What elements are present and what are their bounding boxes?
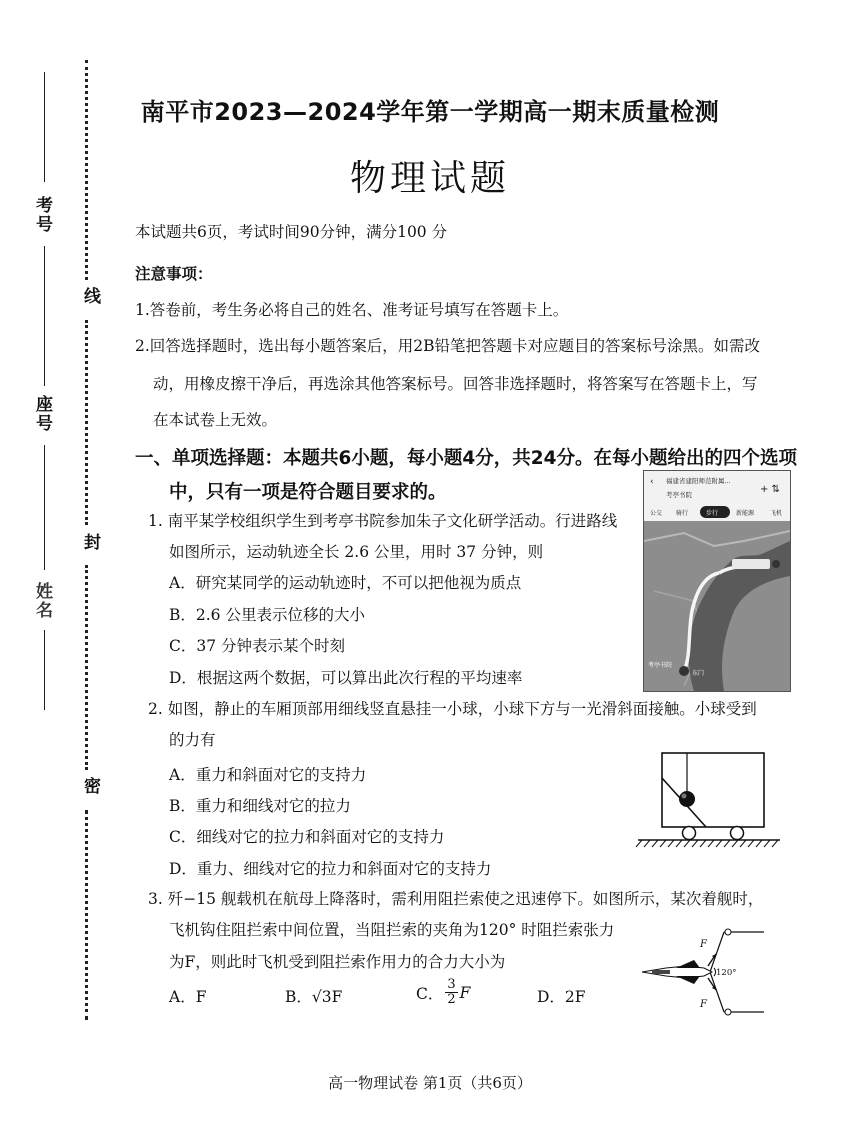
map-back-icon: ‹ bbox=[650, 477, 654, 487]
q2-option-a: A．重力和斜面对它的支持力 bbox=[169, 766, 367, 784]
map-tab-bus: 公交 bbox=[650, 510, 663, 517]
exam-info: 本试题共6页，考试时间90分钟，满分100 分 bbox=[135, 223, 448, 241]
q3-option-c-denominator: 2 bbox=[447, 992, 456, 1007]
q3-option-c-fraction bbox=[445, 978, 457, 1007]
page-footer: 高一物理试卷 第1页（共6页） bbox=[328, 1074, 532, 1092]
q3-option-b: B．√3F bbox=[285, 988, 343, 1006]
q3-option-d: D．2F bbox=[537, 988, 586, 1006]
seal-dotted-line bbox=[85, 810, 88, 1020]
q1-map-graphic bbox=[644, 471, 790, 691]
q3-stem-a: 3. 歼−15 舰载机在航母上降落时，需利用阻拦索使之迅速停下。如图所示，某次着舰时， bbox=[148, 890, 764, 908]
q3-stem-b: 飞机钩住阻拦索中间位置，当阻拦索的夹角为120° 时阻拦索张力 bbox=[169, 921, 615, 939]
q3-option-c-prefix: C． bbox=[416, 984, 444, 1003]
q1-option-c: C．37 分钟表示某个时刻 bbox=[169, 637, 346, 655]
q3-option-c-variable: F bbox=[459, 983, 471, 1002]
map-tab-ev: 新能源 bbox=[736, 510, 755, 517]
q2-carriage-figure bbox=[634, 748, 784, 850]
section1-heading-line1: 一、单项选择题：本题共6小题，每小题4分，共24分。在每小题给出的四个选项 bbox=[135, 448, 797, 469]
seal-mi: 密 bbox=[80, 777, 100, 796]
margin-rule bbox=[44, 246, 45, 386]
q3-option-c bbox=[416, 978, 470, 1007]
margin-zuohao: 座号 bbox=[32, 395, 52, 433]
notice-title: 注意事项： bbox=[135, 265, 213, 283]
section1-heading-line2: 中，只有一项是符合题目要求的。 bbox=[169, 482, 447, 503]
q3-option-a: A．F bbox=[169, 988, 207, 1006]
margin-rule bbox=[44, 630, 45, 710]
q1-option-b: B．2.6 公里表示位移的大小 bbox=[169, 606, 365, 624]
map-add-icon: + ⇅ bbox=[760, 484, 780, 495]
q3-option-c-numerator: 3 bbox=[447, 977, 456, 992]
q1-stem-a: 1. 南平某学校组织学生到考亭书院参加朱子文化研学活动。行进路线 bbox=[148, 512, 618, 530]
q1-stem-b: 如图所示，运动轨迹全长 2.6 公里，用时 37 分钟，则 bbox=[169, 543, 544, 561]
map-to-text: 考亭书院 bbox=[666, 491, 692, 499]
margin-rule bbox=[44, 445, 45, 570]
map-from-text: 福建省建阳师范附属... bbox=[666, 477, 731, 485]
map-gate-label: 东门 bbox=[692, 670, 705, 677]
fig-force-label-top: F bbox=[700, 939, 707, 950]
q2-option-b: B．重力和细线对它的拉力 bbox=[169, 797, 351, 815]
q1-route-map-figure bbox=[643, 470, 791, 692]
q2-option-c: C．细线对它的拉力和斜面对它的支持力 bbox=[169, 828, 445, 846]
q1-option-d: D．根据这两个数据，可以算出此次行程的平均速率 bbox=[169, 669, 523, 687]
exam-subtitle: 物理试题 bbox=[349, 158, 510, 199]
notice-2a: 2.回答选择题时，选出每小题答案后，用2B铅笔把答题卡对应题目的答案标号涂黑。如需改 bbox=[135, 337, 761, 355]
notice-1: 1.答卷前，考生务必将自己的姓名、准考证号填写在答题卡上。 bbox=[135, 301, 569, 319]
q3-stem-c: 为F，则此时飞机受到阻拦索作用力的合力大小为 bbox=[169, 953, 506, 971]
notice-2c: 在本试卷上无效。 bbox=[153, 411, 278, 429]
map-tab-plane: 飞机 bbox=[770, 510, 783, 517]
q2-stem-b: 的力有 bbox=[169, 731, 216, 749]
margin-xingming: 姓名 bbox=[32, 582, 52, 620]
map-tab-walk: 步行 bbox=[706, 510, 719, 517]
q2-option-d: D．重力、细线对它的拉力和斜面对它的支持力 bbox=[169, 860, 492, 878]
notice-2b: 动，用橡皮擦干净后，再选涂其他答案标号。回答非选择题时，将答案写在答题卡上，写 bbox=[153, 375, 758, 393]
seal-dotted-line bbox=[85, 320, 88, 525]
margin-kaohao: 考号 bbox=[32, 196, 52, 234]
seal-feng: 封 bbox=[80, 533, 100, 552]
seal-xian: 线 bbox=[80, 287, 100, 306]
map-end-label: 考亭书院 bbox=[648, 662, 673, 669]
seal-dotted-line bbox=[85, 565, 88, 770]
fig-angle-label: 120° bbox=[716, 968, 737, 978]
q1-option-a: A．研究某同学的运动轨迹时，不可以把他视为质点 bbox=[169, 574, 522, 592]
q3-aircraft-figure bbox=[636, 922, 770, 1022]
map-tab-bike: 骑行 bbox=[676, 510, 689, 517]
q2-stem-a: 2. 如图，静止的车厢顶部用细线竖直悬挂一小球，小球下方与一光滑斜面接触。小球受到 bbox=[148, 700, 757, 718]
fig-force-label-bottom: F bbox=[700, 999, 707, 1010]
exam-title: 南平市2023—2024学年第一学期高一期末质量检测 bbox=[140, 98, 720, 126]
